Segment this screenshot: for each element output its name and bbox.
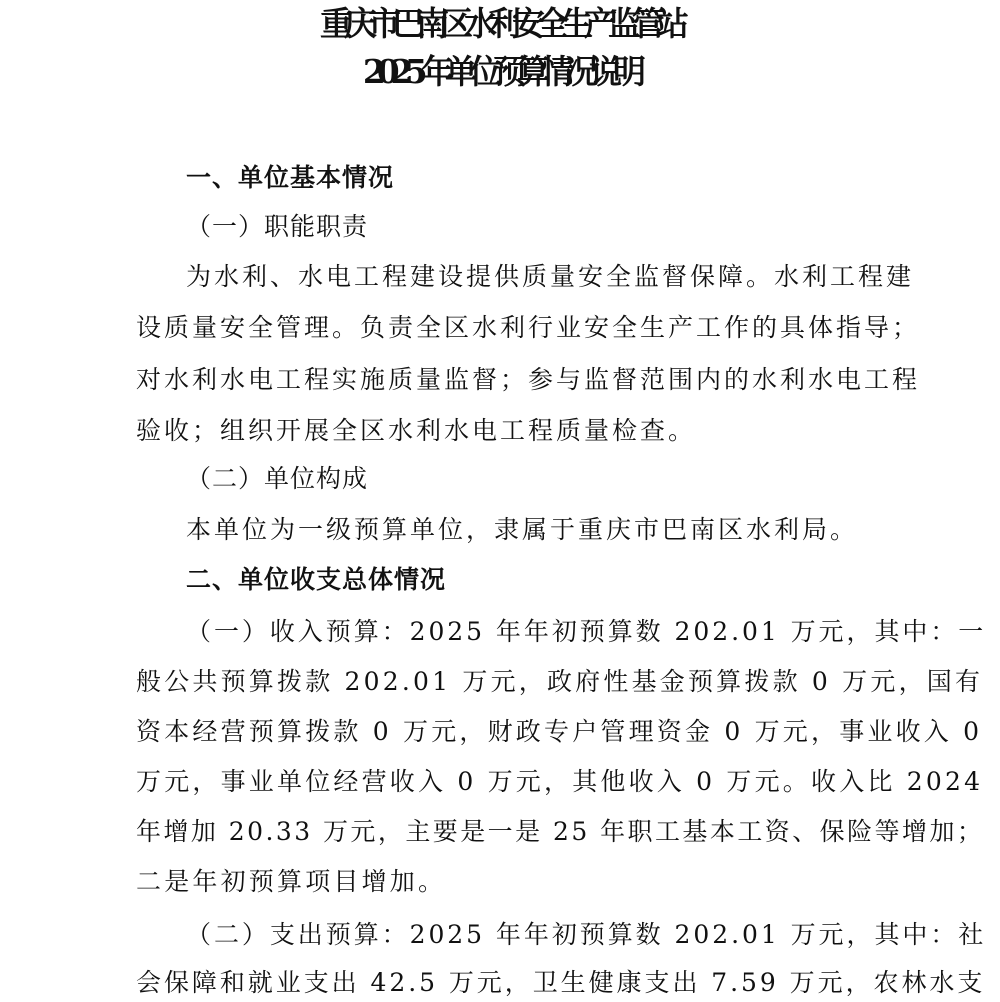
section-1-heading: 一、单位基本情况: [186, 163, 395, 192]
expenditure-paragraph-line: （二）支出预算：2025 年年初预算数 202.01 万元，其中：社: [186, 920, 987, 949]
income-paragraph-line: 二是年初预算项目增加。: [136, 867, 447, 896]
section-1-subheading-duties: （一）职能职责: [186, 212, 369, 241]
income-paragraph-line: 般公共预算拨款 202.01 万元，政府性基金预算拨款 0 万元，国有: [136, 667, 984, 696]
section-1-subheading-structure: （二）单位构成: [186, 464, 369, 493]
duties-paragraph-line: 对水利水电工程实施质量监督；参与监督范围内的水利水电工程: [136, 365, 921, 394]
duties-paragraph-line: 为水利、水电工程建设提供质量安全监督保障。水利工程建: [186, 262, 915, 291]
section-2-heading: 二、单位收支总体情况: [186, 565, 447, 594]
income-paragraph-line: 万元，事业单位经营收入 0 万元，其他收入 0 万元。收入比 2024: [136, 767, 984, 796]
duties-paragraph-line: 设质量安全管理。负责全区水利行业安全生产工作的具体指导；: [136, 313, 921, 342]
structure-paragraph: 本单位为一级预算单位，隶属于重庆市巴南区水利局。: [186, 515, 859, 544]
income-paragraph-line: 年增加 20.33 万元，主要是一是 25 年职工基本工资、保险等增加；: [136, 817, 985, 846]
expenditure-paragraph-line: 会保障和就业支出 42.5 万元，卫生健康支出 7.59 万元，农林水支: [136, 968, 986, 997]
income-paragraph-line: 资本经营预算拨款 0 万元，财政专户管理资金 0 万元，事业收入 0: [136, 717, 983, 746]
income-paragraph-line: （一）收入预算：2025 年年初预算数 202.01 万元，其中：一: [186, 617, 987, 646]
document-title-line-2: 2025 年单位预算情况说明: [362, 52, 638, 91]
duties-paragraph-line: 验收；组织开展全区水利水电工程质量检查。: [136, 416, 697, 445]
document-title-line-1: 重庆市巴南区水利安全生产监管站: [320, 4, 680, 43]
